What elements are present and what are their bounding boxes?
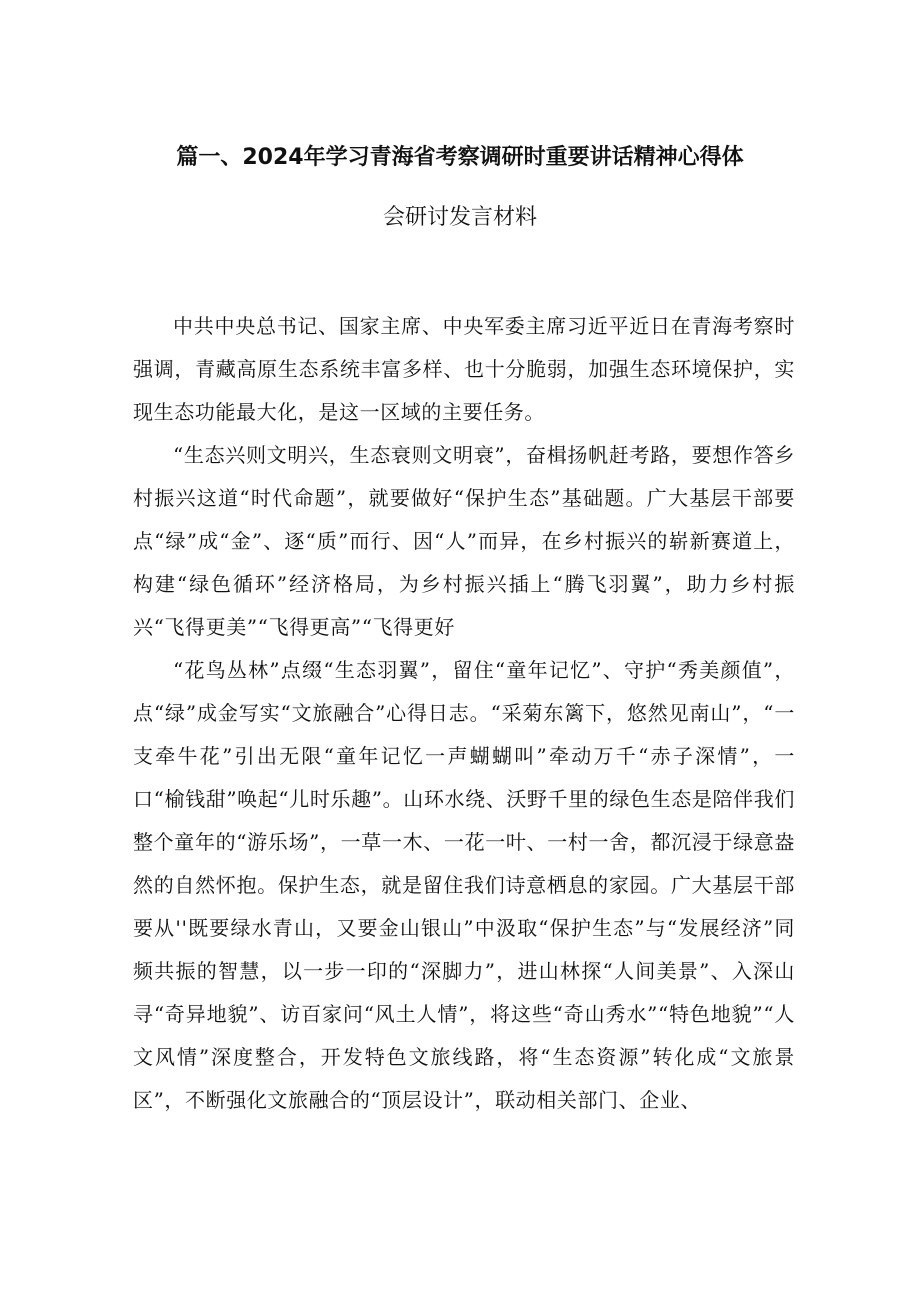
paragraph-3: “花鸟丛林”点缀“生态羽翼”，留住“童年记忆”、守护“秀美颜值”，点“绿”成金写实“文旅融合”心得日志。“采菊东篱下，悠然见南山”，“一支牵牛花”引出无限“童年记忆一声蝴蝴叫”牵动万千“赤子深情”，一口“榆钱甜”唤起“儿时乐趣”。山环水绕、沃野千里的绿色生态是陪伴我们整个童年的“游乐场”，一草一木、一花一叶、一村一舍，都沉浸于绿意盎然的自然怀抱。保护生态，就是留住我们诗意栖息的家园。广大基层干部要从''既要绿水青山，又要金山银山”中汲取“保护生态”与“发展经济”同频共振的智慧，以一步一印的“深脚力”，进山林探“人间美景”、入深山寻“奇异地貌”、访百家问“风土人情”，将这些“奇山秀水”“特色地貌”“人文风情”深度整合，开发特色文旅线路，将“生态资源”转化成“文旅景区”，不断强化文旅融合的“顶层设计”，联动相关部门、企业、 bbox=[133, 658, 795, 1112]
paragraph-2: “生态兴则文明兴，生态衰则文明衰”，奋楫扬帆赶考路，要想作答乡村振兴这道“时代命题”，就要做好“保护生态”基础题。广大基层干部要点“绿”成“金”、逐“质”而行、因“人”而异，在乡村振兴的崭新赛道上，构建“绿色循环”经济格局，为乡村振兴插上“腾飞羽翼”，助力乡村振兴“飞得更美”“飞得更高”“飞得更好 bbox=[133, 443, 795, 639]
paragraph-1: 中共中央总书记、国家主席、中央军委主席习近平近日在青海考察时强调，青藏高原生态系统丰富多样、也十分脆弱，加强生态环境保护，实现生态功能最大化，是这一区域的主要任务。 bbox=[133, 314, 795, 424]
document-title-line-2 bbox=[0, 203, 920, 233]
document-title-text-1: 篇一、2024年学习青海省考察调研时重要讲话精神心得体 bbox=[176, 145, 744, 170]
document-title-text-2: 会研讨发言材料 bbox=[382, 205, 537, 230]
document-title-line-1 bbox=[0, 143, 920, 173]
document-body bbox=[133, 305, 795, 1122]
